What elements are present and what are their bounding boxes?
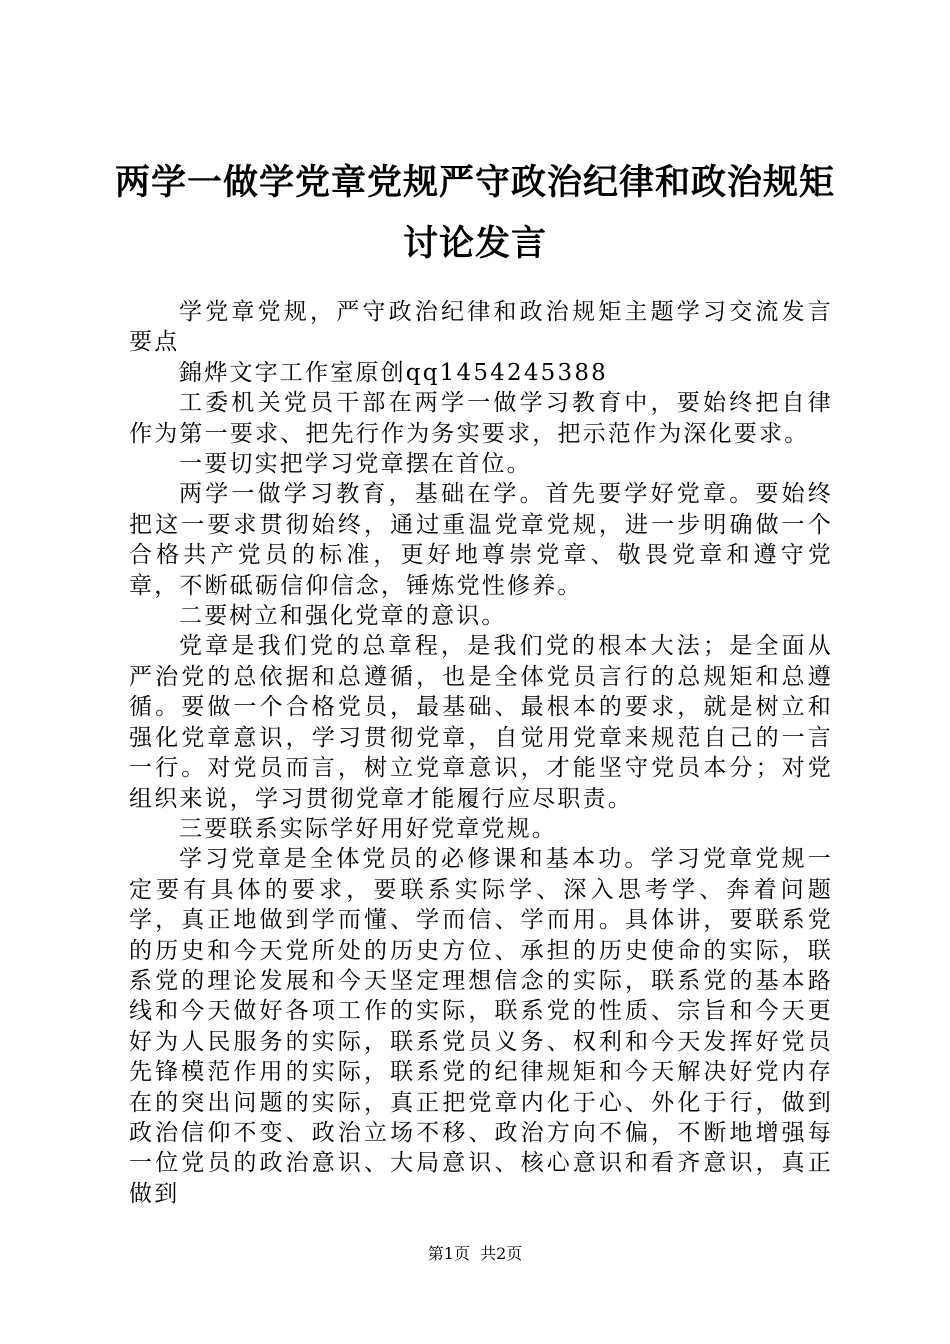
paragraph-body-2: 党章是我们党的总章程，是我们党的根本大法；是全面从严治党的总依据和总遵循，也是全体党员言行的总规矩和总遵循。要做一个合格党员，最基础、最根本的要求，就是树立和强化党章意识，学习贯彻党章，自觉用党章来规范自己的一言一行。对党员而言，树立党章意识，才能坚守党员本分；对党组织来说，学习贯彻党章才能履行应尽职责。: [129, 633, 833, 812]
document-title-line-1: 两学一做学党章党规严守政治纪律和政治规矩: [114, 162, 835, 203]
paragraph-heading-1: 一要切实把学习党章摆在首位。: [179, 451, 532, 478]
paragraph-body-3: 学习党章是全体党员的必修课和基本功。学习党章党规一定要有具体的要求，要联系实际学、深入思考学、奔着问题学，真正地做到学而懂、学而信、学而用。具体讲，要联系党的历史和今天党所处的历史方位、承担的历史使命的实际，联系党的理论发展和今天坚定理想信念的实际，联系党的基本路线和今天做好各项工作的实际，联系党的性质、宗旨和今天更好为人民服务的实际，联系党员义务、权利和今天发挥好党员先锋模范作用的实际，联系党的纪律规矩和今天解决好党内存在的突出问题的实际，真正把党章内化于心、外化于行，做到政治信仰不变、政治立场不移、政治方向不偏，不断地增强每一位党员的政治意识、大局意识、核心意识和看齐意识，真正做到: [129, 846, 833, 1207]
paragraph-heading-3: 三要联系实际学好用好党章党规。: [179, 815, 557, 842]
page-number: 第1页: [427, 1244, 470, 1263]
page-total: 共2页: [480, 1244, 523, 1263]
page-footer: [0, 1244, 950, 1264]
paragraph-subtitle: 学党章党规，严守政治纪律和政治规矩主题学习交流发言要点: [129, 299, 833, 356]
paragraph-body-1: 两学一做学习教育，基础在学。首先要学好党章。要始终把这一要求贯彻始终，通过重温党章党规，进一步明确做一个合格共产党员的标准，更好地尊崇党章、敬畏党章和遵守党章，不断砥砺信仰信念，锤炼党性修养。: [129, 481, 833, 599]
document-body: [129, 297, 833, 1209]
document-title-line-2: 讨论发言: [402, 223, 547, 264]
paragraph-studio-credit: 錦烨文字工作室原创qq1454245388: [179, 359, 608, 386]
paragraph-heading-2: 二要树立和强化党章的意识。: [179, 603, 507, 630]
paragraph-intro: 工委机关党员干部在两学一做学习教育中，要始终把自律作为第一要求、把先行作为务实要求，把示范作为深化要求。: [129, 390, 833, 447]
